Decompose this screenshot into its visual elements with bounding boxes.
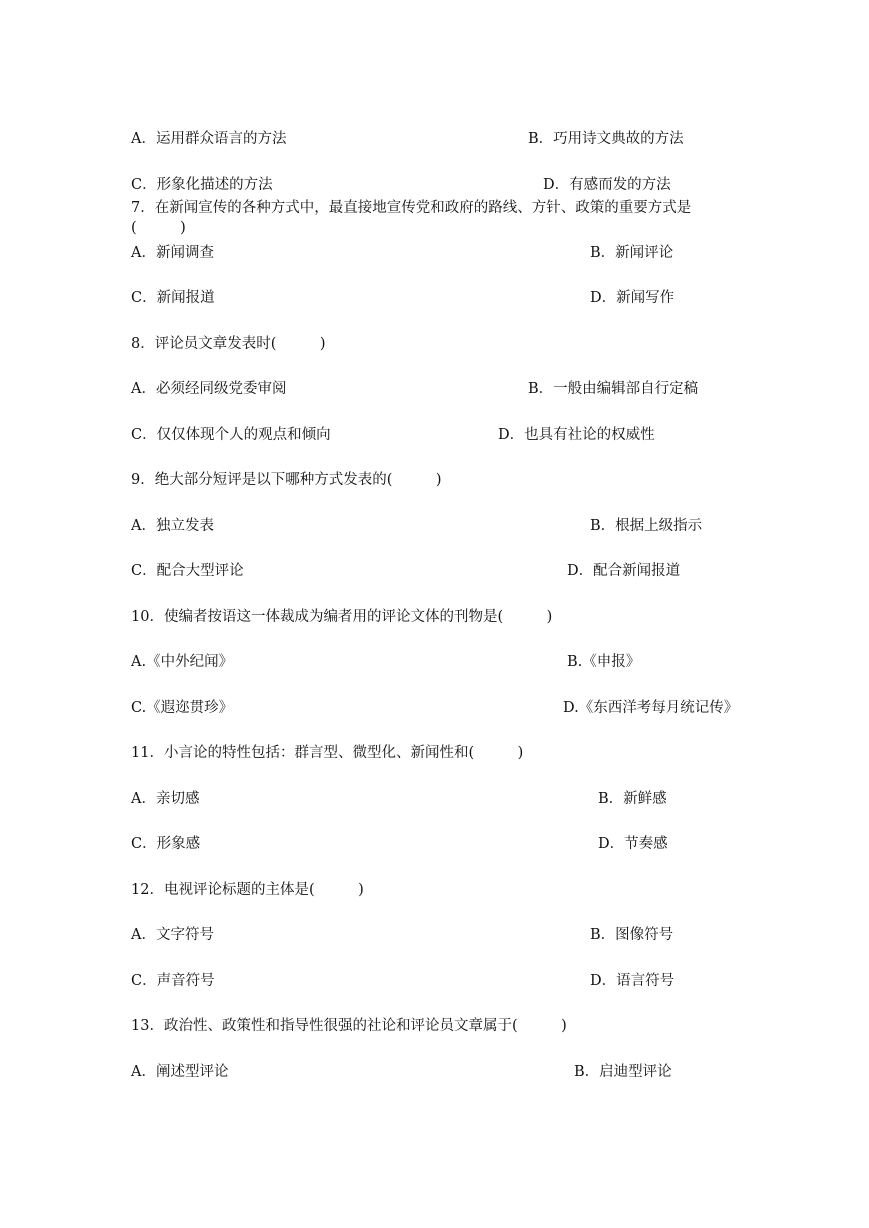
q10-option-b: B.《申报》 — [567, 654, 641, 670]
q8-option-c: C．仅仅体现个人的观点和倾向 — [131, 427, 331, 443]
q9-stem: 9．绝大部分短评是以下哪种方式发表的( ) — [131, 472, 442, 488]
q13-stem: 13．政治性、政策性和指导性很强的社论和评论员文章属于( ) — [131, 1018, 567, 1034]
q11-option-a: A．亲切感 — [131, 791, 200, 807]
q13-option-b: B．启迪型评论 — [574, 1064, 672, 1080]
q12-option-a: A．文字符号 — [131, 927, 214, 943]
q7-answer-paren: ( ) — [131, 220, 186, 236]
q7-stem: 7．在新闻宣传的各种方式中，最直接地宣传党和政府的路线、方针、政策的重要方式是 — [131, 200, 692, 216]
q7-option-d: D．新闻写作 — [590, 290, 675, 306]
q8-option-a: A．必须经同级党委审阅 — [131, 381, 287, 397]
q10-option-d: D.《东西洋考每月统记传》 — [563, 700, 739, 716]
q8-option-b: B．一般由编辑部自行定稿 — [528, 381, 699, 397]
q10-option-c: C.《遐迩贯珍》 — [131, 700, 234, 716]
q6-option-b: B．巧用诗文典故的方法 — [528, 131, 684, 147]
q6-option-a: A．运用群众语言的方法 — [131, 131, 287, 147]
q6-option-d: D．有感而发的方法 — [543, 177, 671, 193]
q10-option-a: A.《中外纪闻》 — [131, 654, 234, 670]
q11-option-d: D．节奏感 — [598, 836, 668, 852]
q7-option-b: B．新闻评论 — [590, 245, 674, 261]
q9-option-d: D．配合新闻报道 — [567, 563, 681, 579]
q8-stem: 8．评论员文章发表时( ) — [131, 336, 326, 352]
q11-option-c: C．形象感 — [131, 836, 201, 852]
q11-option-b: B．新鲜感 — [598, 791, 667, 807]
q12-stem: 12．电视评论标题的主体是( ) — [131, 882, 364, 898]
q8-option-d: D．也具有社论的权威性 — [498, 427, 655, 443]
q6-option-c: C．形象化描述的方法 — [131, 177, 273, 193]
q12-option-c: C．声音符号 — [131, 973, 215, 989]
q13-option-a: A．阐述型评论 — [131, 1064, 229, 1080]
q12-option-b: B．图像符号 — [590, 927, 674, 943]
q9-option-a: A．独立发表 — [131, 518, 214, 534]
q12-option-d: D．语言符号 — [590, 973, 675, 989]
q11-stem: 11．小言论的特性包括：群言型、微型化、新闻性和( ) — [131, 745, 524, 761]
q9-option-b: B．根据上级指示 — [590, 518, 703, 534]
q7-option-c: C．新闻报道 — [131, 290, 215, 306]
q10-stem: 10．使编者按语这一体裁成为编者用的评论文体的刊物是( ) — [131, 609, 553, 625]
q7-option-a: A．新闻调查 — [131, 245, 214, 261]
q9-option-c: C．配合大型评论 — [131, 563, 244, 579]
